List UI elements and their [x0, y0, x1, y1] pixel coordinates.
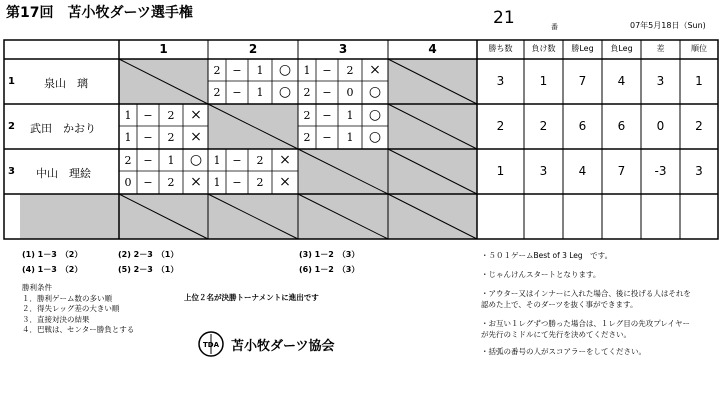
- association-name: 苫小牧ダーツ協会: [231, 338, 335, 354]
- win-conditions-title: 勝利条件: [22, 283, 52, 292]
- match-order-item: (2) 2－3 （1）: [118, 250, 179, 259]
- header-wins: 勝ち数: [488, 44, 513, 53]
- score-for: 1: [213, 175, 221, 189]
- score-against: 2: [256, 175, 264, 189]
- match-order-item: (1) 1－3 （2）: [22, 250, 83, 259]
- stat-value: 4: [617, 74, 626, 88]
- advance-note: 上位２名が決勝トーナメントに進出です: [184, 293, 319, 302]
- rule-line: ・じゃんけんスタートとなります。: [481, 270, 601, 279]
- score-for: 2: [124, 153, 132, 167]
- result-mark: ×: [279, 174, 291, 190]
- score-against: 2: [346, 63, 354, 77]
- score-for: 1: [124, 108, 132, 122]
- header-rank: 順位: [691, 44, 707, 53]
- rule-line: 認めた上で、そのダーツを抜く事ができます。: [481, 300, 638, 309]
- score-for: 2: [303, 130, 311, 144]
- stat-value: 6: [617, 119, 626, 133]
- stat-value: -3: [654, 164, 667, 178]
- score-dash: −: [322, 130, 332, 144]
- score-dash: −: [232, 63, 242, 77]
- player-number: 3: [8, 166, 15, 177]
- table-number: 21: [493, 8, 515, 28]
- score-dash: −: [143, 175, 153, 189]
- rule-line: ・括弧の番号の人がスコアラーをしてください。: [481, 347, 646, 356]
- stat-value: 3: [695, 164, 703, 178]
- score-for: 1: [303, 63, 311, 77]
- association-logo-icon: [197, 330, 225, 358]
- score-for: 0: [124, 175, 132, 189]
- match-order-item: (4) 1－3 （2）: [22, 265, 83, 274]
- score-dash: −: [143, 108, 153, 122]
- score-against: 1: [346, 130, 354, 144]
- win-condition-item: ２．得失レッグ差の大きい順: [22, 304, 120, 313]
- result-mark: ×: [279, 152, 291, 168]
- result-mark: ○: [278, 62, 292, 78]
- rule-line: が先行のミドルにて先行を決めてください。: [481, 330, 631, 339]
- score-dash: −: [322, 108, 332, 122]
- score-for: 1: [213, 153, 221, 167]
- header-legs-lost: 負Leg: [610, 44, 633, 53]
- player-number: 2: [8, 121, 15, 132]
- stat-value: 3: [656, 74, 665, 88]
- event-date: 07年5月18日（Sun): [630, 21, 706, 30]
- page-title: 第17回 苫小牧ダーツ選手権: [6, 5, 193, 21]
- score-against: 0: [346, 85, 354, 99]
- score-against: 2: [167, 175, 175, 189]
- score-against: 1: [167, 153, 175, 167]
- stat-value: 7: [617, 164, 626, 178]
- rule-line: ・アウター又はインナーに入れた場合、後に投げる人はそれを: [481, 289, 691, 298]
- column-header-2: 2: [248, 42, 258, 56]
- stat-value: 0: [656, 119, 665, 133]
- score-dash: −: [322, 85, 332, 99]
- win-condition-item: ３．直接対決の結果: [22, 314, 90, 324]
- score-against: 1: [256, 85, 264, 99]
- score-against: 2: [256, 153, 264, 167]
- player-number: 1: [8, 76, 15, 87]
- result-mark: ○: [368, 84, 382, 100]
- stat-value: 2: [496, 119, 505, 133]
- score-against: 1: [256, 63, 264, 77]
- player-name: 泉山 璃: [44, 77, 88, 90]
- stat-value: 3: [496, 74, 505, 88]
- stat-value: 3: [539, 164, 548, 178]
- score-dash: −: [232, 85, 242, 99]
- score-dash: −: [232, 175, 242, 189]
- score-against: 2: [167, 130, 175, 144]
- score-dash: −: [232, 153, 242, 167]
- svg-text:TDA: TDA: [202, 341, 220, 349]
- header-legs-won: 勝Leg: [571, 44, 594, 53]
- stat-value: 6: [578, 119, 587, 133]
- rule-line: ・お互い１レグずつ勝った場合は、１レグ目の先攻プレイヤー: [481, 319, 691, 328]
- result-mark: ×: [190, 107, 202, 123]
- header-difference: 差: [656, 44, 665, 53]
- result-mark: ○: [189, 152, 203, 168]
- score-dash: −: [143, 130, 153, 144]
- win-conditions: [22, 283, 134, 336]
- result-mark: ×: [190, 129, 202, 145]
- score-for: 2: [303, 108, 311, 122]
- result-mark: ○: [368, 129, 382, 145]
- header-losses: 負け数: [531, 44, 556, 53]
- rule-line: ・５０１ゲームBest of 3 Leg です。: [481, 251, 613, 260]
- match-order-item: (5) 2－3 （1）: [118, 265, 179, 274]
- score-against: 2: [167, 108, 175, 122]
- result-mark: ×: [190, 174, 202, 190]
- score-for: 2: [303, 85, 311, 99]
- result-mark: ×: [369, 62, 381, 78]
- player-name: 中山 理絵: [36, 167, 91, 180]
- association-footer: [197, 330, 334, 358]
- stat-value: 1: [539, 74, 548, 88]
- stat-value: 1: [695, 74, 703, 88]
- stat-value: 4: [578, 164, 587, 178]
- player-name: 武田 かおり: [30, 122, 96, 135]
- win-condition-item: １．勝利ゲーム数の多い順: [22, 293, 112, 303]
- stat-value: 2: [539, 119, 548, 133]
- score-for: 2: [213, 63, 221, 77]
- score-for: 2: [213, 85, 221, 99]
- stat-value: 2: [695, 119, 703, 133]
- win-condition-item: ４．巴戦は、センター勝負とする: [22, 325, 135, 334]
- column-header-3: 3: [338, 42, 348, 56]
- result-mark: ○: [368, 107, 382, 123]
- stat-value: 7: [578, 74, 587, 88]
- match-order-item: (3) 1－2 （3）: [299, 250, 360, 259]
- score-dash: −: [143, 153, 153, 167]
- score-against: 1: [346, 108, 354, 122]
- column-header-4: 4: [428, 42, 437, 56]
- table-number-suffix: 番: [551, 23, 558, 31]
- result-mark: ○: [278, 84, 292, 100]
- score-for: 1: [124, 130, 132, 144]
- match-order-item: (6) 1－2 （3）: [299, 265, 360, 274]
- column-header-1: 1: [159, 42, 168, 56]
- score-dash: −: [322, 63, 332, 77]
- stat-value: 1: [496, 164, 505, 178]
